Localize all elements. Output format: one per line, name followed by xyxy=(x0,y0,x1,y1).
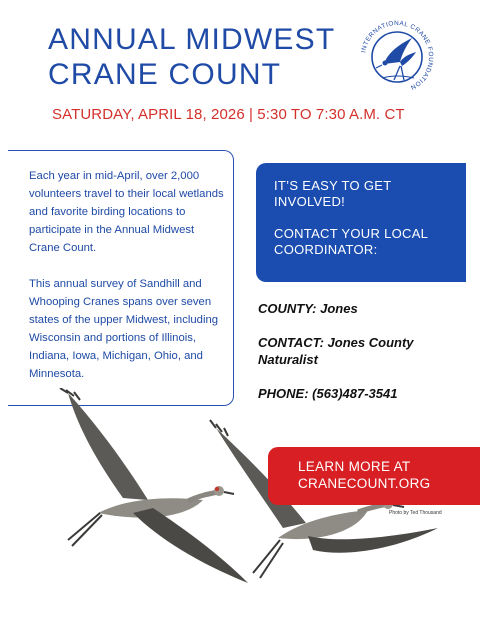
learn-more-button[interactable] xyxy=(268,447,480,505)
info-paragraph-1: Each year in mid-April, over 2,000 volunteers travel to their local wetlands and favorite birding locations to participate in the Annual Midwest Crane Count. xyxy=(29,170,224,254)
title-line-1: ANNUAL MIDWEST xyxy=(48,23,336,56)
logo-text: INTERNATIONAL CRANE FOUNDATION xyxy=(360,19,435,91)
crane-icon xyxy=(376,38,416,80)
crane-left xyxy=(60,388,248,583)
page-title xyxy=(48,22,348,92)
learn-more-line-2: CRANECOUNT.ORG xyxy=(298,476,431,491)
contact-field: CONTACT: Jones County Naturalist xyxy=(258,335,414,367)
info-paragraph-2: This annual survey of Sandhill and Whooping Cranes spans over seven states of the upper Midwest, including Wisconsin and portions of Illinois, Indiana, Iowa, Michigan, Ohio, and Minnesota. xyxy=(29,278,219,380)
involve-text: IT’S EASY TO GET INVOLVED! xyxy=(274,178,392,209)
county-field: COUNTY: Jones xyxy=(258,301,358,316)
photo-credit: Photo by Ted Thousand xyxy=(389,510,442,516)
title-line-2: CRANE COUNT xyxy=(48,58,282,91)
event-date: SATURDAY, APRIL 18, 2026 | 5:30 TO 7:30 A.M. CT xyxy=(52,106,405,123)
phone-field[interactable]: PHONE: (563)487-3541 xyxy=(258,386,398,401)
coordinator-text: CONTACT YOUR LOCAL COORDINATOR: xyxy=(274,226,428,257)
involve-box xyxy=(256,163,466,282)
learn-more-line-1: LEARN MORE AT xyxy=(298,459,411,474)
info-box xyxy=(8,150,234,406)
crane-foundation-logo xyxy=(354,14,440,100)
